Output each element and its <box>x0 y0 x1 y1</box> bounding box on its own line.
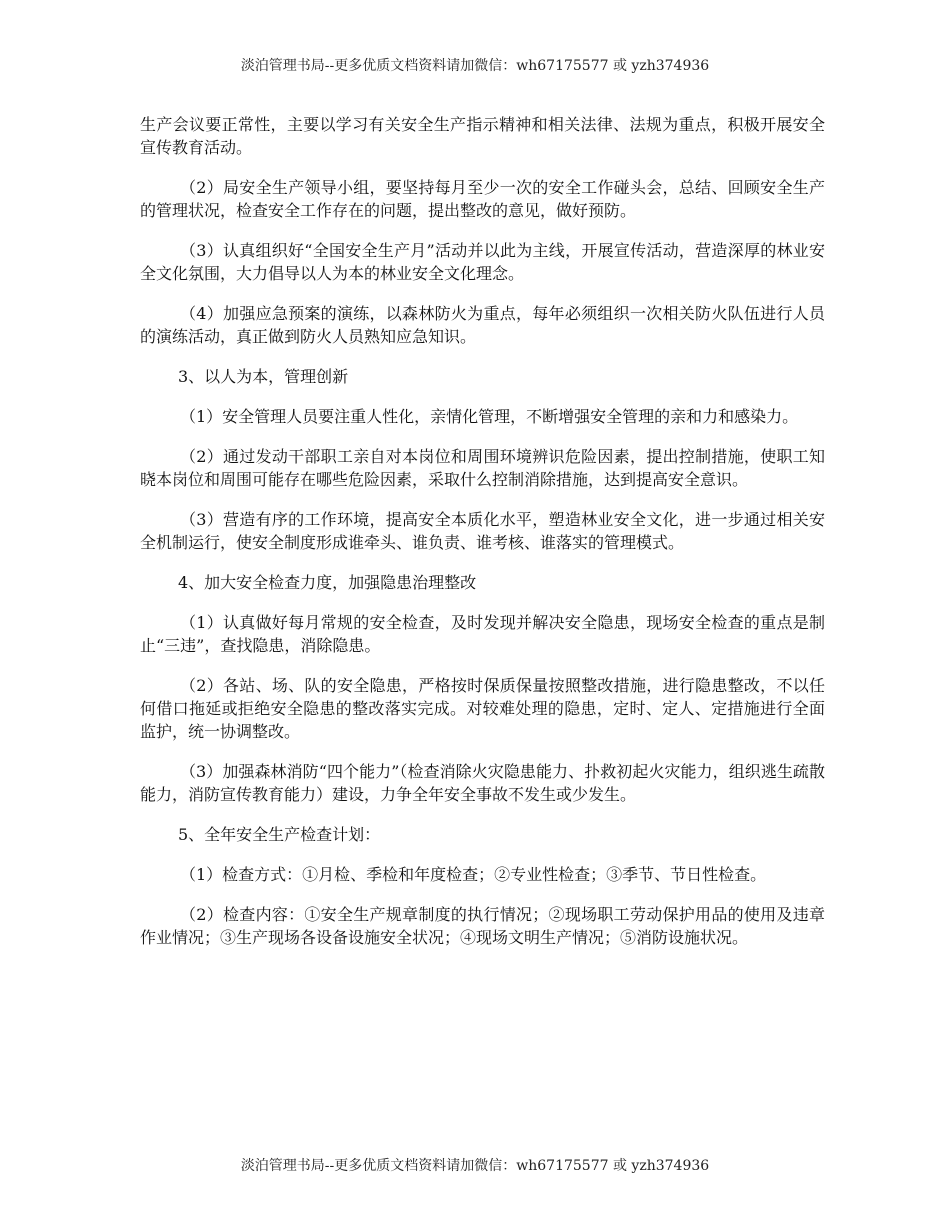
paragraph-2-3: （3）认真组织好“全国安全生产月”活动并以此为主线，开展宣传活动，营造深厚的林业安全文化氛围，大力倡导以人为本的林业安全文化理念。 <box>140 241 825 283</box>
paragraph-intro: 生产会议要正常性，主要以学习有关安全生产指示精神和相关法律、法规为重点，积极开展安全宣传教育活动。 <box>140 115 825 157</box>
paragraph-3-3: （3）营造有序的工作环境，提高安全本质化水平，塑造林业安全文化，进一步通过相关安全机制运行，使安全制度形成谁牵头、谁负责、谁考核、谁落实的管理模式。 <box>140 510 825 552</box>
paragraph-4-2: （2）各站、场、队的安全隐患，严格按时保质保量按照整改措施，进行隐患整改，不以任何借口拖延或拒绝安全隐患的整改落实完成。对较难处理的隐患，定时、定人、定措施进行全面监护，统一协调整改。 <box>140 676 825 741</box>
paragraph-4-3: （3）加强森林消防“四个能力”（检查消除火灾隐患能力、扑救初起火灾能力，组织逃生疏散能力，消防宣传教育能力）建设，力争全年安全事故不发生或少发生。 <box>140 762 825 804</box>
paragraph-2-2: （2）局安全生产领导小组，要坚持每月至少一次的安全工作碰头会，总结、回顾安全生产的管理状况，检查安全工作存在的问题，提出整改的意见，做好预防。 <box>140 178 825 220</box>
document-body <box>140 113 825 966</box>
paragraph-2-4: （4）加强应急预案的演练，以森林防火为重点，每年必须组织一次相关防火队伍进行人员的演练活动，真正做到防火人员熟知应急知识。 <box>140 304 825 346</box>
page-header: 淡泊管理书局--更多优质文档资料请加微信：wh67175577 或 yzh374936 <box>240 58 710 74</box>
section-heading-4: 4、加大安全检查力度，加强隐患治理整改 <box>178 573 477 592</box>
paragraph-5-1: （1）检查方式：①月检、季检和年度检查；②专业性检查；③季节、节日性检查。 <box>180 865 767 884</box>
page-footer: 淡泊管理书局--更多优质文档资料请加微信：wh67175577 或 yzh374936 <box>240 1158 710 1174</box>
paragraph-5-2: （2）检查内容：①安全生产规章制度的执行情况；②现场职工劳动保护用品的使用及违章作业情况；③生产现场各设备设施安全状况；④现场文明生产情况；⑤消防设施状况。 <box>140 905 825 947</box>
paragraph-3-2: （2）通过发动干部职工亲自对本岗位和周围环境辨识危险因素，提出控制措施，使职工知晓本岗位和周围可能存在哪些危险因素，采取什么控制消除措施，达到提高安全意识。 <box>140 447 825 489</box>
section-heading-3: 3、以人为本，管理创新 <box>178 367 349 386</box>
paragraph-3-1: （1）安全管理人员要注重人性化，亲情化管理，不断增强安全管理的亲和力和感染力。 <box>180 407 799 426</box>
section-heading-5: 5、全年安全生产检查计划： <box>178 825 381 844</box>
paragraph-4-1: （1）认真做好每月常规的安全检查，及时发现并解决安全隐患，现场安全检查的重点是制止“三违”，查找隐患，消除隐患。 <box>140 613 825 655</box>
